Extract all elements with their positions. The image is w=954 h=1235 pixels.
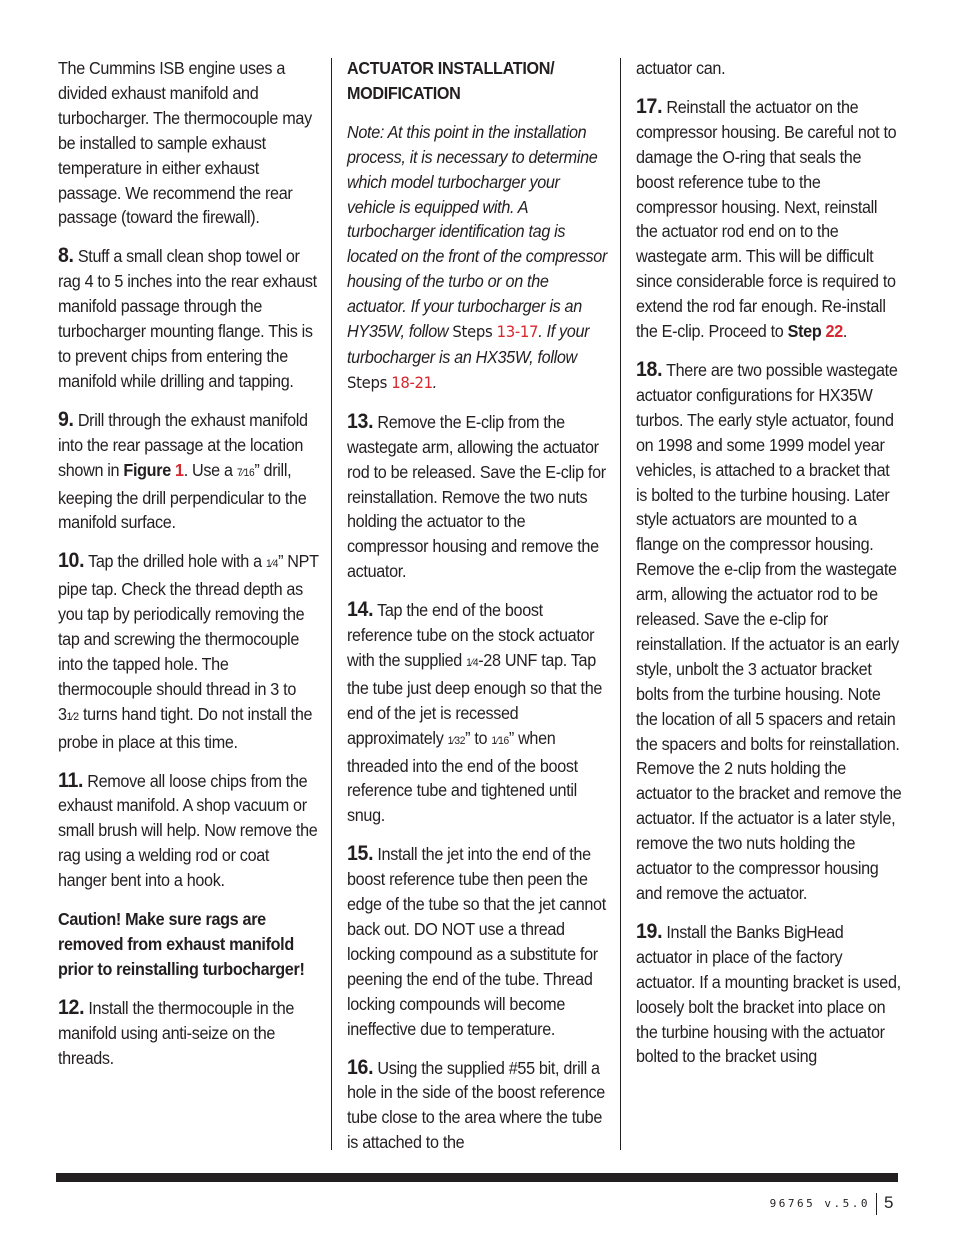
footer-separator [876, 1193, 877, 1215]
installation-note: Note: At this point in the installation process, it is necessary to determine which model turbocharger your vehicle is equipped with. A turbocharger identification tag is located on the front of the compressor housing of the turbo or on the actuator. If your turbocharger is an HY35W, follow Steps 13-17. If your turbocharger is an HX35W, follow Steps 18-21. [347, 121, 608, 392]
step-number: 8. [58, 244, 74, 268]
page-number: 5 [884, 1193, 894, 1212]
step-15: 15. Install the jet into the end of the boost reference tube then peen the edge of the tube so that the jet cannot back out. DO NOT use a thread locking compound as a substitute for peening the end of the tube. Thread locking compounds will become ineffective due to temperature. [347, 842, 606, 1039]
step-number: 12. [58, 995, 85, 1019]
step-8: 8. Stuff a small clean shop towel or rag 4 to 5 inches into the rear exhaust manifold passage through the turbocharger mounting flange. This is to prevent chips from entering the manifold while drilling and tapping. [58, 244, 317, 391]
step-number: 13. [347, 409, 374, 433]
step-number: 11. [58, 768, 84, 792]
footer-rule [56, 1173, 898, 1182]
step-11: 11. Remove all loose chips from the exhaust manifold. A shop vacuum or small brush will help. Now remove the rag using a welding rod or coat hanger bent into a hook. [58, 768, 318, 891]
steps-reference: 13-17 [496, 322, 539, 342]
step-10: 10. Tap the drilled hole with a 1⁄4” NPT pipe tap. Check the thread depth as you tap by periodically removing the tap and screwing the thermocouple into the tapped hole. The thermocouple should thread in 3 to 31⁄2 turns hand tight. Do not install the probe in place at this time. [58, 549, 319, 752]
step-9: 9. Drill through the exhaust manifold into the rear passage at the location shown in Figure 1. Use a 7⁄16” drill, keeping the drill perpendicular to the manifold surface. [58, 407, 308, 533]
column-1 [58, 56, 320, 1085]
steps-reference: 18-21 [391, 372, 433, 392]
step-number: 18. [636, 357, 663, 381]
step-number: 17. [636, 94, 663, 118]
step-number: 16. [347, 1055, 374, 1079]
column-2 [347, 56, 609, 1169]
step-17: 17. Reinstall the actuator on the compressor housing. Be careful not to damage the O-ring that seals the boost reference tube to the compressor housing. Next, reinstall the actuator rod end on to the wastegate arm. This will be difficult since considerable force is required to extend the rod far enough. Re-install the E-clip. Proceed to Step 22. [636, 94, 897, 342]
document-code: 96765 v.5.0 [769, 1197, 870, 1210]
step-number: 14. [347, 598, 374, 622]
step-number: 10. [58, 549, 85, 573]
step-12: 12. Install the thermocouple in the manifold using anti-seize on the threads. [58, 995, 295, 1068]
column-divider [331, 58, 332, 1150]
intro-paragraph: The Cummins ISB engine uses a divided exhaust manifold and turbocharger. The thermocouple may be installed to sample exhaust temperature in either exhaust passage. We recommend the rear passage (toward the firewall). [58, 58, 312, 228]
step-18: 18. There are two possible wastegate actuator configurations for HX35W turbos. The early style actuator, found on 1998 and some 1999 model year vehicles, is attached to a bracket that is bolted to the turbine housing. Later style actuators are mounted to a flange on the compressor housing. Remove the e-clip from the wastegate arm, allowing the actuator rod to be released. Save the e-clip for reinstallation. If the actuator is an early style, unbolt the 3 actuator bracket bolts from the turbine housing. Note the location of all 5 spacers and retain the spacers and bolts for reinstallation. Remove the 2 nuts holding the actuator to the bracket and remove the actuator. If the actuator is a later style, remove the two nuts holding the actuator to the compressor housing and remove the actuator. [636, 357, 902, 903]
step-number: 9. [58, 407, 74, 431]
step-13: 13. Remove the E-clip from the wastegate arm, allowing the actuator rod to be released. Save the E-clip for reinstallation. Remove the two nuts holding the actuator to the compressor housing and remove the actuator. [347, 409, 606, 582]
continued-text: actuator can. [636, 58, 726, 78]
step-reference: 22 [825, 321, 843, 342]
section-heading: ACTUATOR INSTALLATION/ MODIFICATION [347, 58, 555, 103]
caution-note: Caution! Make sure rags are removed from exhaust manifold prior to reinstalling turbocharger! [58, 909, 305, 979]
column-divider [620, 58, 621, 1150]
step-19: 19. Install the Banks BigHead actuator in place of the factory actuator. If a mounting bracket is used, loosely bolt the bracket into place on the turbine housing with the actuator bolted to the bracket using [636, 919, 901, 1067]
step-16: 16. Using the supplied #55 bit, drill a hole in the side of the boost reference tube close to the area where the tube is attached to the [347, 1055, 605, 1153]
column-3 [636, 56, 902, 1083]
figure-reference: 1 [175, 459, 184, 480]
step-number: 19. [636, 919, 663, 943]
step-number: 15. [347, 842, 374, 866]
step-14: 14. Tap the end of the boost reference tube on the stock actuator with the supplied 1⁄4-28 UNF tap. Tap the tube just deep enough so that the end of the jet is recessed approximately 1⁄32” to 1⁄16” when threaded into the end of the boost reference tube and tightened until snug. [347, 598, 603, 826]
